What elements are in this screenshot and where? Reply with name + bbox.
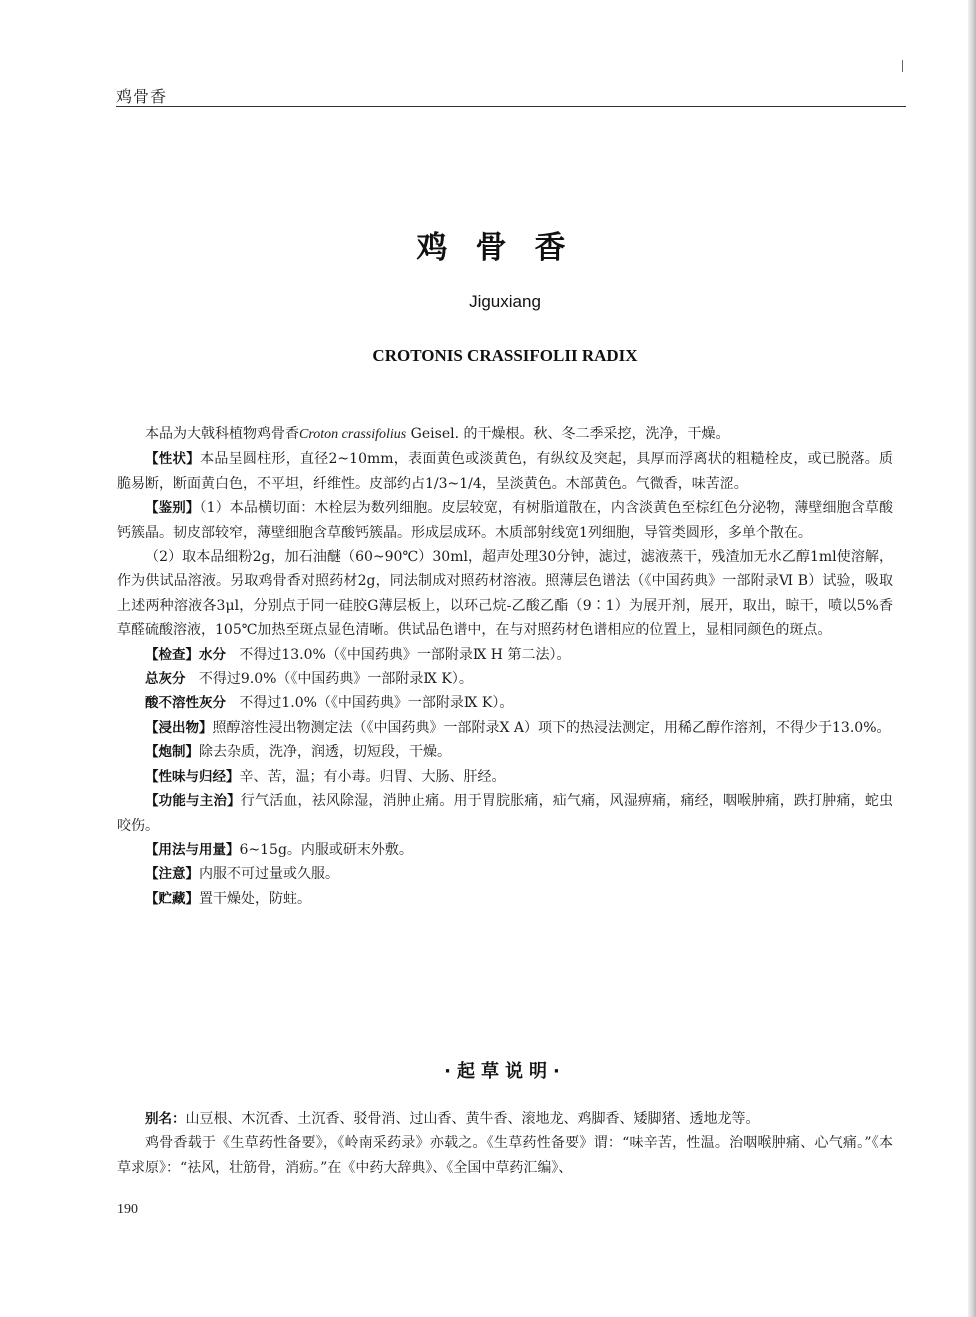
- section-text: 辛、苦，温；有小毒。归胃、大肠、肝经。: [239, 768, 506, 785]
- section-jiancha: [117, 643, 893, 667]
- section-text: 不得过13.0%（《中国药典》一部附录Ⅸ H 第二法）。: [239, 646, 571, 663]
- intro-paragraph: [117, 422, 893, 447]
- alias-label: 别名：: [145, 1111, 186, 1127]
- alias-text: 山豆根、木沉香、土沉香、驳骨消、过山香、黄牛香、滚地龙、鸡脚香、矮脚猪、透地龙等。: [185, 1111, 760, 1127]
- section-suanburong: [117, 691, 893, 715]
- section-text: 置干燥处，防蛀。: [199, 890, 311, 907]
- page-edge-shadow: [968, 0, 976, 1317]
- sub-label: 酸不溶性灰分: [145, 695, 226, 712]
- latin-name: CROTONIS CRASSIFOLII RADIX: [372, 346, 638, 365]
- section-zhucang: [117, 887, 893, 911]
- section-paozhi: [117, 740, 893, 764]
- section-text: （2）取本品细粉2g，加石油醚（60~90℃）30ml，超声处理30分钟，滤过，滤液蒸干，残渣加无水乙醇1ml使溶解，作为供试品溶液。另取鸡骨香对照药材2g，同法制成对照药材溶液。照薄层色谱法（《中国药典》一部附录Ⅵ B）试验，吸取上述两种溶液各3μl，分别点于同一硅胶G薄层板上，以环己烷-乙酸乙酯（9∶1）为展开剂，展开，取出，晾干，喷以5%香草醛硫酸溶液，105℃加热至斑点显色清晰。供试品色谱中，在与对照药材色谱相应的位置上，显相同颜色的斑点。: [117, 549, 893, 639]
- section-text: 本品呈圆柱形，直径2~10mm，表面黄色或淡黄色，有纵纹及突起，具厚而浮离状的粗糙栓皮，或已脱落。质脆易断，断面黄白色，不平坦，纤维性。皮部约占1/3~1/4，呈淡黄色。木部黄色。气微香，味苦涩。: [117, 451, 893, 492]
- section-gongneng: [117, 789, 893, 838]
- section-label: 【注意】: [145, 866, 199, 883]
- section-xingwei: [117, 765, 893, 789]
- section-text: （1）本品横切面：木栓层为数列细胞。皮层较宽，有树脂道散在，内含淡黄色至棕红色分泌物，薄壁细胞含草酸钙簇晶。韧皮部较窄，薄壁细胞含草酸钙簇晶。形成层成环。木质部射线宽1列细胞，导管类圆形，多单个散在。: [117, 500, 894, 541]
- section-jianbie-2: [117, 545, 893, 643]
- section-label: 【功能与主治】: [145, 793, 241, 810]
- section-jianbie: [117, 496, 893, 545]
- section-text: 行气活血，祛风除湿，消肿止痛。用于胃脘胀痛，疝气痛，风湿痹痛，痛经，咽喉肿痛，跌打肿痛，蛇虫咬伤。: [117, 793, 893, 834]
- section-text: 内服不可过量或久服。: [199, 866, 339, 883]
- section-zonghuifen: [117, 667, 893, 691]
- section-text: 不得过9.0%（《中国药典》一部附录Ⅸ K）。: [198, 671, 473, 688]
- section-label: 【性味与归经】: [145, 768, 240, 785]
- section-label: 【用法与用量】: [145, 841, 240, 858]
- monograph-body: [117, 422, 893, 911]
- running-head: 鸡骨香: [116, 87, 168, 106]
- notes-paragraph: 鸡骨香载于《生草药性备要》，《岭南采药录》亦载之。《生草药性备要》谓：“味辛苦，性温。治咽喉肿痛、心气痛。”《本草求原》：“祛风，壮筋骨，消疬。”在《中药大辞典》、《全国中草药汇编》、: [117, 1135, 893, 1176]
- section-label: 【炮制】: [145, 744, 199, 761]
- section-yongfa: [117, 838, 893, 862]
- intro-text-end: Geisel. 的干燥根。秋、冬二季采挖，洗净，干燥。: [406, 426, 730, 442]
- sub-label: 水分: [199, 646, 226, 663]
- section-text: 照醇溶性浸出物测定法（《中国药典》一部附录Ⅹ A）项下的热浸法测定，用稀乙醇作溶剂，不得少于13.0%。: [212, 719, 891, 736]
- species-name: Croton crassifolius: [299, 427, 407, 442]
- section-label: 【鉴别】: [145, 500, 200, 517]
- section-label: 【性状】: [145, 451, 201, 468]
- section-text: 6~15g。内服或研末外敷。: [239, 841, 413, 858]
- alias-paragraph: [117, 1107, 893, 1131]
- drafting-notes-heading: ·起草说明·: [444, 1061, 566, 1082]
- drafting-notes-body: [117, 1107, 893, 1180]
- section-text: 除去杂质，洗净，润透，切短段，干燥。: [199, 744, 451, 761]
- intro-text: 本品为大戟科植物鸡骨香: [145, 426, 299, 442]
- scan-mark: [902, 60, 903, 72]
- section-jinchuwu: [117, 716, 893, 740]
- section-label: 【浸出物】: [145, 719, 213, 736]
- section-text: 不得过1.0%（《中国药典》一部附录Ⅸ K）。: [239, 695, 514, 712]
- page-number: 190: [117, 1202, 138, 1217]
- section-zhuyi: [117, 862, 893, 886]
- page-title: 鸡骨香: [416, 230, 594, 266]
- header-rule: [116, 106, 906, 107]
- sub-label: 总灰分: [145, 671, 186, 688]
- section-xingzhuang: [117, 447, 893, 496]
- section-label: 【检查】: [145, 646, 199, 663]
- pinyin-name: Jiguxiang: [469, 292, 541, 311]
- section-label: 【贮藏】: [145, 890, 199, 907]
